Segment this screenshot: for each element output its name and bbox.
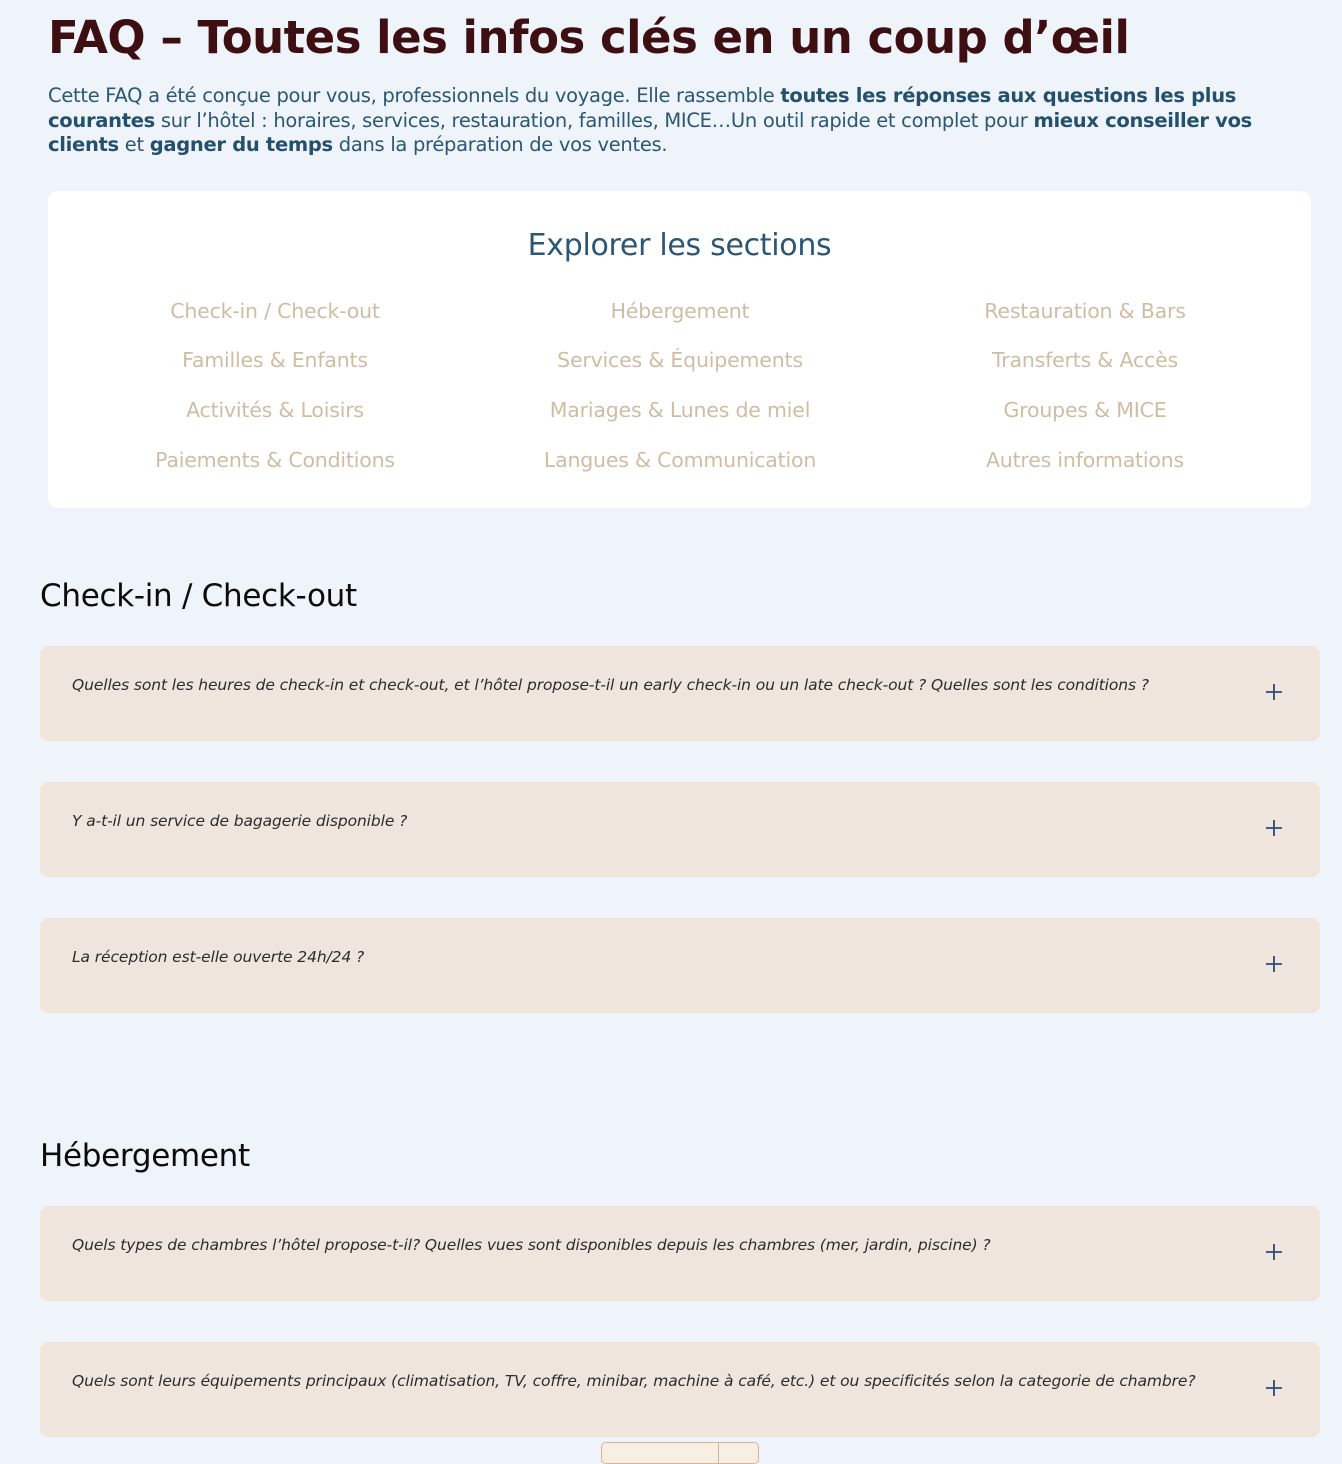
faq-item[interactable] (40, 646, 1320, 741)
plus-icon[interactable] (1264, 818, 1284, 838)
section-link-services[interactable]: Services & Équipements (557, 348, 803, 372)
plus-icon[interactable] (1264, 1378, 1284, 1398)
intro-paragraph (48, 84, 1316, 158)
faq-item[interactable] (40, 1206, 1320, 1301)
plus-icon[interactable] (1264, 954, 1284, 974)
intro-text: et (118, 133, 150, 156)
intro-highlight: toutes les réponses aux questions les plus courantes (48, 84, 1237, 132)
faq-question: La réception est-elle ouverte 24h/24 ? (72, 948, 365, 966)
faq-item[interactable] (40, 1342, 1320, 1437)
faq-item[interactable] (40, 782, 1320, 877)
toolbar-divider (718, 1443, 719, 1463)
sections-nav-title: Explorer les sections (527, 228, 832, 263)
section-link-transferts[interactable]: Transferts & Accès (991, 348, 1179, 372)
section-heading-checkin: Check-in / Check-out (40, 578, 357, 614)
intro-highlight: gagner du temps (149, 133, 333, 156)
faq-question: Y a-t-il un service de bagagerie disponible ? (72, 812, 408, 830)
faq-question: Quelles sont les heures de check-in et check-out, et l’hôtel propose-t-il un early check-in ou un late check-out ? Quelles sont les conditions ? (72, 676, 1149, 694)
section-link-paiements[interactable]: Paiements & Conditions (155, 448, 395, 472)
section-link-activites[interactable]: Activités & Loisirs (186, 398, 364, 422)
faq-question: Quels types de chambres l’hôtel propose-t-il? Quelles vues sont disponibles depuis les chambres (mer, jardin, piscine) ? (72, 1236, 991, 1254)
faq-item[interactable] (40, 918, 1320, 1013)
plus-icon[interactable] (1264, 1242, 1284, 1262)
section-link-checkin[interactable]: Check-in / Check-out (170, 299, 380, 323)
page-title: FAQ – Toutes les infos clés en un coup d’œil (48, 11, 1130, 64)
plus-icon[interactable] (1264, 682, 1284, 702)
section-link-autres[interactable]: Autres informations (985, 448, 1185, 472)
intro-text: dans la préparation de vos ventes. (332, 133, 668, 156)
section-link-mariages[interactable]: Mariages & Lunes de miel (549, 398, 811, 422)
section-link-hebergement[interactable]: Hébergement (610, 299, 750, 323)
intro-highlight: mieux conseiller vos clients (48, 108, 1252, 156)
floating-toolbar[interactable] (601, 1442, 759, 1464)
intro-text: Cette FAQ a été conçue pour vous, professionnels du voyage. Elle rassemble (48, 84, 781, 107)
faq-question: Quels sont leurs équipements principaux (climatisation, TV, coffre, minibar, machine à café, etc.) et ou specificités selon la categorie de chambre? (72, 1372, 1196, 1390)
section-link-restauration[interactable]: Restauration & Bars (984, 299, 1186, 323)
section-link-langues[interactable]: Langues & Communication (543, 448, 817, 472)
section-heading-hebergement: Hébergement (40, 1138, 250, 1174)
intro-text: sur l’hôtel : horaires, services, restauration, familles, MICE…Un outil rapide et complet pour (154, 108, 1034, 132)
section-link-familles[interactable]: Familles & Enfants (182, 348, 368, 372)
section-link-groupes-mice[interactable]: Groupes & MICE (1003, 398, 1167, 422)
